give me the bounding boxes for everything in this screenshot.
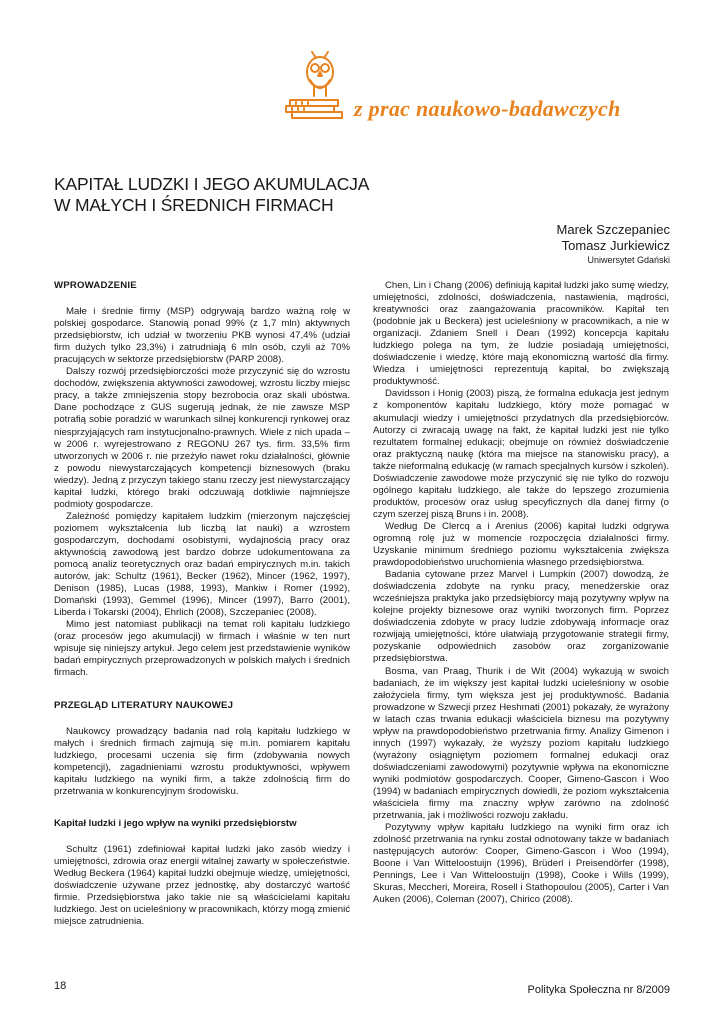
section-label: z prac naukowo-badawczych — [354, 96, 621, 121]
title-line-2: W MAŁYCH I ŚREDNICH FIRMACH — [54, 195, 334, 215]
paragraph: Pozytywny wpływ kapitału ludzkiego na wyniki firm oraz ich zdolność przetrwania na rynku został odnotowany także w badaniach następujących autorów: Cooper, Gimeno-Gascon i Woo (1994), Boone i Van Witteloostuijn (1996), Brüderl i Preisendörfer (1998), Pennings, Lee i Van Witteloostuijn (1998), Cooke i Wills (1999), Skuras, Meccheri, Moreira, Rosell i Stathopoulou (2005), Carter i Van Auken (2006), Coleman (2007), Chirico (2008). — [373, 822, 669, 906]
title-line-1: KAPITAŁ LUDZKI I JEGO AKUMULACJA — [54, 174, 370, 194]
section-heading: WPROWADZENIE — [54, 280, 137, 291]
author-name: Tomasz Jurkiewicz — [561, 238, 670, 253]
subsection-heading: Kapitał ludzki i jego wpływ na wyniki przedsiębiorstw — [54, 817, 297, 829]
journal-name: Polityka Społeczna nr 8/2009 — [527, 984, 670, 996]
paragraph: Naukowcy prowadzący badania nad rolą kapitału ludzkiego w małych i średnich firmach zajmują się m.in. pomiarem kapitału ludzkiego, procesami uczenia się firm (zdobywania nowych kompetencji), zagadnieniami wzrostu produktywności, wpływem kapitału ludzkiego na wyniki firm, a także zdolnością firm do przetrwania w konkurencyjnym środowisku. — [54, 725, 350, 797]
paragraph: Małe i średnie firmy (MSP) odgrywają bardzo ważną rolę w polskiej gospodarce. Stanowią ponad 99% (z 1,7 mln) aktywnych przedsiębiorstw, ich udział w tworzeniu PKB wynosi 47,4% (udział firm dużych tylko 23,3%) i zatrudniają 6 mln osób, czyli aż 70% pracujących w sektorze przedsiębiorstw (PARP 2008). — [54, 306, 350, 366]
paragraph: Badania cytowane przez Marvel i Lumpkin (2007) dowodzą, że doświadczenia zdobyte na rynku pracy, menedżerskie oraz wcześniejsza praktyka jako przedsiębiorcy mają pozytywny wpływ na kolejne projekty biznesowe oraz wyniki tworzonych firm. Poprzez doświadczenia zdobyte w pracy ludzie zdobywają informacje oraz rozwijają umiejętności, które ułatwiają przygotowanie strategii firmy, pozyskanie odpowiednich zasobów oraz zorganizowanie przedsiębiorstwa. — [373, 569, 669, 665]
article-title — [54, 174, 454, 216]
paragraph: Dalszy rozwój przedsiębiorczości może przyczynić się do wzrostu dochodów, zwiększenia aktywności zawodowej, wzrostu liczby miejsc pracy, a także zmniejszenia stopy bezrobocia oraz skali ubóstwa. Dane pochodzące z GUS sugerują jednak, że nie zawsze MSP potrafią sobie poradzić w warunkach silnej konkurencji rynkowej oraz niesprzyjających ram instytucjonalno-prawnych. Wiele z nich upada – w 2006 r. wyrejestrowano z REGONU 267 tys. firm. 33,5% firm utworzonych w 2006 r. nie przeżyło nawet roku działalności, głównie z powodu niewystarczających kompetencji biznesowych (braku wiedzy). Jedną z przyczyn takiego stanu rzeczy jest niewystarczający kapitał ludzki, którego braki odczuwają dotkliwie najmniejsze podmioty gospodarcze. — [54, 366, 350, 510]
author-name: Marek Szczepaniec — [556, 222, 670, 237]
paragraph: Chen, Lin i Chang (2006) definiują kapitał ludzki jako sumę wiedzy, umiejętności, zdolności, doświadczenia, nastawienia, mądrości, kreatywności oraz zaangażowania pracowników. Kapitał ten (podobnie jak u Beckera) jest ucieleśniony w pracownikach, a nie w organizacji. Zdaniem Snell i Dean (1992) koncepcja kapitału ludzkiego polega na tym, że ludzie posiadają umiejętności, doświadczenie i wiedzę, które mają ekonomiczną wartość dla firmy. Wiedza i umiejętności reprezentują kapitał, bo zwiększają produktywność. — [373, 280, 669, 388]
section-heading: PRZEGLĄD LITERATURY NAUKOWEJ — [54, 699, 234, 711]
right-column — [373, 280, 669, 906]
paragraph: Schultz (1961) zdefiniował kapitał ludzki jako zasób wiedzy i umiejętności, zdrowia oraz energii witalnej zawarty w społeczeństwie. Według Beckera (1964) kapitał ludzki obejmuje wiedzę, umiejętności, doświadczenie używane przez jednostkę, aby dostarczyć wartość firmie. Przedsiębiorstwa jako takie nie są właścicielami kapitału ludzkiego. Jest on ucieleśniony w pracownikach, którzy mogą zmienić miejsce zatrudnienia. — [54, 843, 350, 928]
page-number: 18 — [54, 980, 67, 992]
authors-block — [557, 222, 670, 267]
paragraph: Zależność pomiędzy kapitałem ludzkim (mierzonym najczęściej poziomem wykształcenia lub liczbą lat nauki) a wzrostem gospodarczym, dochodami osobistymi, wydajnością pracy oraz aktywnością zawodową jest bardzo dobrze udokumentowana za pomocą analiz teoretycznych oraz badań empirycznych m.in. takich autorów, jak: Schultz (1961), Becker (1962), Mincer (1962, 1997), Denison (1985), Lucas (1988, 1993), Mankiw i Romer (1992), Domański (1993), Gemmel (1996), Mincer (1997), Barro (2001), Liberda i Tokarski (2004), Ehrlich (2008), Szczepaniec (2008). — [54, 510, 350, 619]
paragraph: Davidsson i Honig (2003) piszą, że formalna edukacja jest jednym z komponentów kapitału ludzkiego, który może pomagać w akumulacji wiedzy i umiejętności przydatnych dla przedsiębiorców. Autorzy ci zwracają uwagę na fakt, że kapitał ludzki jest nie tylko rezultatem formalnej edukacji; obejmuje on również doświadczenie oraz praktyczną naukę (która ma miejsce na stanowisku pracy), a także nieformalną edukację (w ramach specjalnych kursów i szkoleń). Doświadczenie zawodowe może przyczynić się nie tylko do rozwoju ogólnego kapitału ludzkiego, ale także do lepszego zrozumienia produktów, procesów oraz usług specyficznych dla danej firmy (o czym szerzej piszą Bruns i in. 2008). — [373, 388, 669, 520]
paragraph: Bosma, van Praag, Thurik i de Wit (2004) wykazują w swoich badaniach, że im większy jest kapitał ludzki ucieleśniony w osobie założyciela firmy, tym większa jest jej produktywność. Badania prowadzone w Szwecji przez Heshmati (2001) pokazały, że wyrażony w latach czas trwania edukacji właściciela biznesu ma pozytywny wpływ na prawdopodobieństwo przetrwania firmy. Analizy Gimenon i innych (1997) wykazały, że wyższy poziom kapitału ludzkiego (wyrażony osiągniętym poziomem formalnej edukacji oraz doświadczeniami zawodowymi) pozytywnie wpływa na ekonomiczne wyniki podmiotów gospodarczych. Cooper, Gimeno-Gascon i Woo (1994) w badaniach empirycznych dowiedli, że poziom wykształcenia właściciela firmy ma znaczny wpływ zarówno na zdolność przetrwania, jak i możliwości rozwoju zakładu. — [373, 665, 669, 822]
owl-on-books-icon — [276, 44, 346, 130]
paragraph: Mimo jest natomiast publikacji na temat roli kapitału ludzkiego (oraz procesów jego akumulacji) w firmach i właśnie w ten nurt wpisuje się niniejszy artykuł. Jego celem jest przedstawienie wyników badań empirycznych przeprowadzonych w polskich małych i średnich firmach. — [54, 619, 350, 679]
left-column — [54, 280, 350, 928]
affiliation: Uniwersytet Gdański — [587, 255, 670, 265]
paragraph: Według De Clercq a i Arenius (2006) kapitał ludzki odgrywa ogromną rolę już w momencie rozpoczęcia działalności firmy. Uzyskanie minimum średniego poziomu wykształcenia zwiększa prawdopodobieństwo uruchomienia własnego przedsiębiorstwa. — [373, 520, 669, 569]
